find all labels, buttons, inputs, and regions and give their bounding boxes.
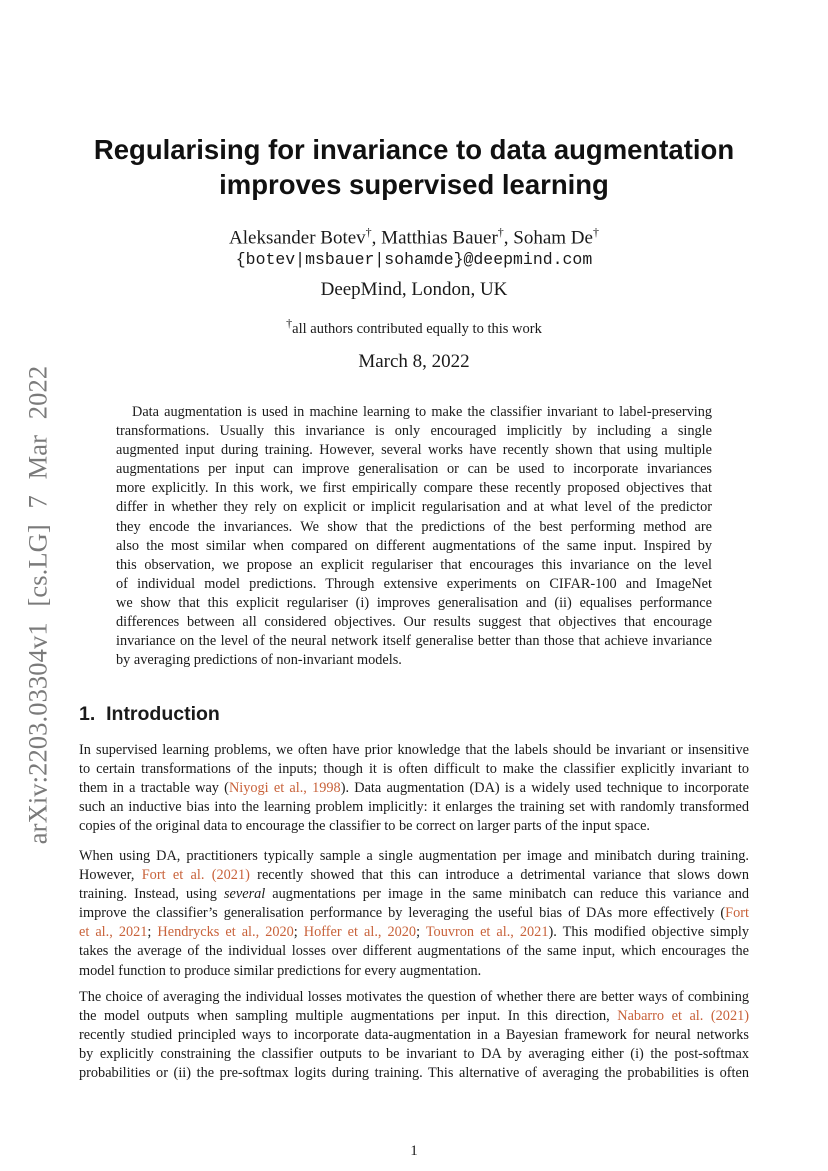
abstract (116, 403, 712, 670)
citation-link[interactable]: Hendrycks et al., 2020 (157, 924, 294, 941)
abstract-line: we show that this explicit regulariser (i) improves generalisation and (ii) equalises performance (116, 594, 712, 611)
text-line: The choice of averaging the individual losses motivates the question of whether there are better ways of combining (79, 989, 749, 1005)
intro-paragraph-1 (79, 741, 749, 836)
citation-link[interactable]: Nabarro et al. (2021) (617, 1008, 749, 1025)
text-line: recently studied principled ways to incorporate data-augmentation in a Bayesian framework for neural networks (79, 1027, 749, 1044)
text-line: model function to produce similar predictions for every augmentation. (79, 962, 482, 979)
author-list: Aleksander Botev†, Matthias Bauer†, Soham De† (229, 225, 599, 249)
abstract-line: differ in whether they rely on explicit or implicit regularisation and at what level of the predictor (116, 499, 712, 516)
arxiv-sidebar-stamp (13, 365, 63, 845)
page-number: 1 (410, 1143, 418, 1159)
paper-title (40, 132, 788, 202)
text-line: by explicitly constraining the classifier outputs to be invariant to DA by averaging either (i) the post-softmax (79, 1046, 749, 1063)
affiliation: DeepMind, London, UK (320, 279, 508, 300)
title-line-1: Regularising for invariance to data augmentation (93, 134, 735, 165)
text-line: training. Instead, using several augmentations per image in the same minibatch can reduce this variance and (79, 886, 749, 903)
citation-link[interactable]: Fort et al. (2021) (141, 867, 250, 884)
text-line: probabilities or (ii) the pre-softmax logits during training. This alternative of averaging the probabilities is often (79, 1065, 749, 1082)
abstract-line: augmented input during training. However, several works have recently shown that using multiple (116, 442, 712, 459)
abstract-line: Data augmentation is used in machine learning to make the classifier invariant to label-preserving (132, 404, 712, 420)
abstract-line: also the most similar when compared on different augmentations of the same input. Inspired by (116, 537, 712, 554)
equal-contribution-note: †all authors contributed equally to this work (286, 316, 542, 337)
abstract-line: differences between all considered objectives. Our results suggest that objectives that encourage (116, 614, 712, 631)
abstract-line: by averaging predictions of non-invariant models. (116, 652, 402, 669)
citation-link[interactable]: et al., 2021 (79, 924, 148, 941)
abstract-line: of individual model predictions. Through extensive experiments on CIFAR-100 and ImageNet (116, 575, 712, 592)
text-line: improve the classifier’s generalisation performance by leveraging the useful bias of DAs more effectively (Fort (79, 905, 749, 922)
citation-link[interactable]: Touvron et al., 2021 (425, 924, 549, 941)
citation-link[interactable]: Niyogi et al., 1998 (228, 780, 341, 797)
title-line-2: improves supervised learning (219, 169, 609, 200)
section-heading-introduction: 1. Introduction (79, 703, 220, 725)
author-name: Matthias Bauer (381, 227, 498, 249)
text-line: takes the average of the individual losses over different augmentations of the same input, which encourages the (79, 943, 749, 960)
abstract-line: more explicitly. In this work, we first empirically compare these recently proposed objectives that (116, 480, 712, 497)
author-name: Soham De (513, 227, 593, 249)
paper-date: March 8, 2022 (358, 351, 470, 372)
citation-link[interactable]: Hoffer et al., 2020 (303, 924, 417, 941)
text-line: In supervised learning problems, we often have prior knowledge that the labels should be invariant or insensitive (79, 742, 749, 758)
text-line: However, Fort et al. (2021) recently showed that this can introduce a detrimental variance that slows down (79, 867, 749, 884)
abstract-line: invariance on the level of the neural network itself generalise better than those that achieve invariance (116, 633, 712, 650)
text-line: et al., 2021; Hendrycks et al., 2020; Hoffer et al., 2020; Touvron et al., 2021). This modified objective simply (79, 924, 749, 941)
text-line: copies of the original data to encourage the classifier to be correct on larger parts of the input space. (79, 818, 650, 835)
abstract-line: transformations. Usually this invariance is only encouraged implicitly by including a single (116, 423, 712, 440)
text-line: such an inductive bias into the learning problem implicitly: it enlarges the training set with randomly transformed (79, 799, 749, 816)
intro-paragraph-3 (79, 988, 749, 1083)
text-line: them in a tractable way (Niyogi et al., 1998). Data augmentation (DA) is a widely used technique to incorporate (79, 780, 749, 797)
text-line: When using DA, practitioners typically sample a single augmentation per image and minibatch during training. (79, 848, 749, 864)
abstract-line: they encode the invariances. We show that the predictions of the best performing method are (116, 518, 712, 535)
abstract-line: this observation, we propose an explicit regulariser that encourages this invariance on the level (116, 556, 712, 573)
text-line: the model outputs when sampling multiple augmentations per input. In this direction, Nabarro et al. (2021) (79, 1008, 749, 1025)
text-line: to certain transformations of the inputs; though it is often difficult to make the classifier explicitly invariant to (79, 761, 749, 778)
author-name: Aleksander Botev (229, 227, 366, 249)
citation-link[interactable]: Fort (725, 905, 749, 922)
intro-paragraph-2 (79, 847, 749, 981)
abstract-line: augmentations per input can improve generalisation or can be used to incorporate invariances (116, 461, 712, 478)
author-emails: {botev|msbauer|sohamde}@deepmind.com (235, 250, 593, 269)
arxiv-identifier: arXiv:2203.03304v1 [cs.LG] 7 Mar 2022 (22, 365, 53, 845)
